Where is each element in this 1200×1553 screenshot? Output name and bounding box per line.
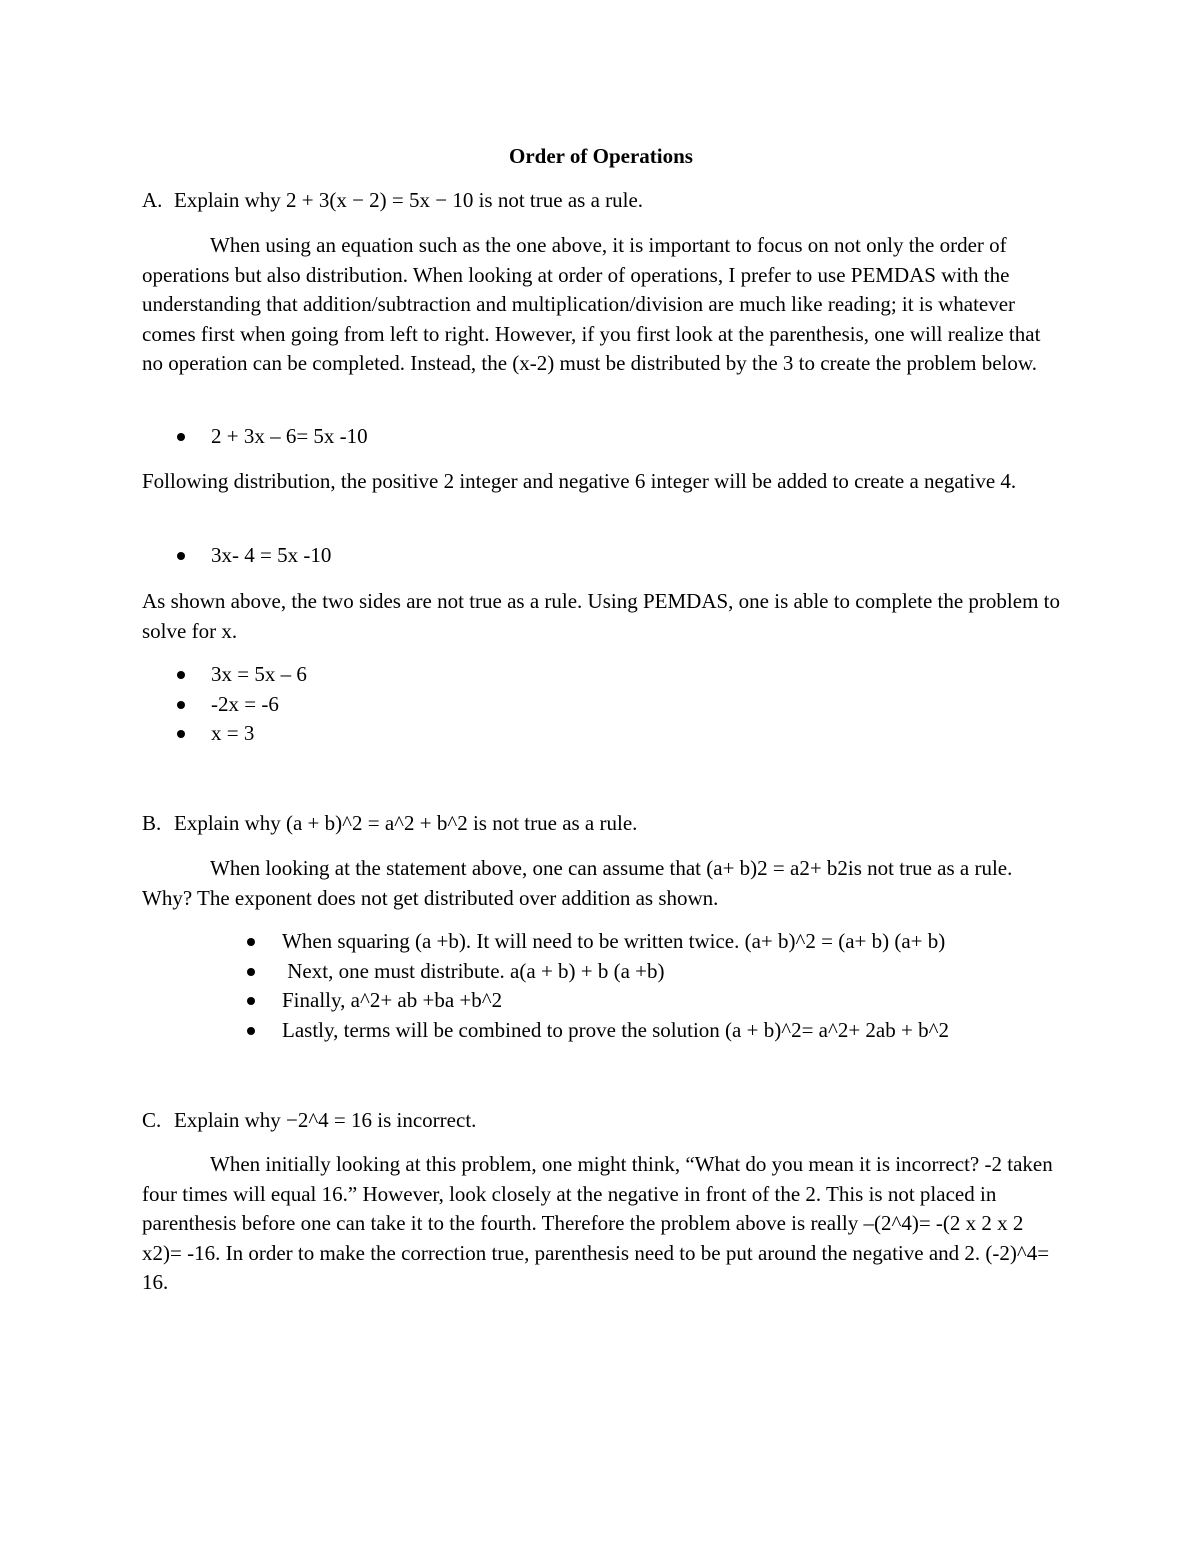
section-b — [142, 809, 1060, 839]
section-a-steps-block — [142, 660, 1060, 749]
list-item: Next, one must distribute. a(a + b) + b (a +b) — [142, 957, 1060, 987]
section-b-paragraph-1: When looking at the statement above, one can assume that (a+ b)2 = a2+ b2is not true as a rule. Why? The exponent does not get distributed over addition as shown. — [142, 856, 1013, 910]
section-b-marker: B. — [142, 811, 162, 835]
section-a-bullet-list-2 — [142, 541, 1060, 571]
bullet-icon — [142, 690, 211, 720]
section-a-paragraph-3-block — [142, 587, 1060, 646]
section-a-paragraph-3: As shown above, the two sides are not true as a rule. Using PEMDAS, one is able to complete the problem to solve for x. — [142, 589, 1060, 643]
section-a-marker: A. — [142, 188, 163, 212]
section-b-body — [142, 854, 1060, 913]
section-c — [142, 1106, 1060, 1136]
section-c-question — [142, 1106, 1060, 1136]
bullet-icon — [142, 1016, 282, 1046]
section-a-steps-list — [142, 660, 1060, 749]
section-a-bullet-list-1 — [142, 422, 1060, 452]
section-b-steps-list — [142, 927, 1060, 1045]
bullet-icon — [142, 927, 282, 957]
section-b-question — [142, 809, 1060, 839]
section-b-steps-block — [142, 927, 1060, 1045]
section-a-bullet-1-block — [142, 422, 1060, 452]
bullet-icon — [142, 541, 211, 571]
section-c-marker: C. — [142, 1108, 162, 1132]
list-item: 3x = 5x – 6 — [142, 660, 1060, 690]
section-c-body — [142, 1150, 1060, 1298]
page-title: Order of Operations — [509, 144, 693, 168]
bullet-icon — [142, 660, 211, 690]
section-a-body — [142, 231, 1060, 379]
document-page — [142, 0, 1060, 1553]
section-a-paragraph-2-block — [142, 467, 1060, 497]
section-a-bullet-2-block — [142, 541, 1060, 571]
bullet-icon — [142, 719, 211, 749]
section-c-paragraph-1: When initially looking at this problem, one might think, “What do you mean it is incorrect? -2 taken four times will equal 16.” However, look closely at the negative in front of the 2. This is not placed in parenthesis before one can take it to the fourth. Therefore the problem above is really –(2^4)= -(2 x 2 x 2 x2)= -16. In order to make the correction true, parenthesis need to be put around the negative and 2. (-2)^4= 16. — [142, 1152, 1053, 1294]
section-a-question-text: Explain why 2 + 3(x − 2) = 5x − 10 is not true as a rule. — [174, 188, 644, 212]
bullet-icon — [142, 957, 282, 987]
list-item: Lastly, terms will be combined to prove the solution (a + b)^2= a^2+ 2ab + b^2 — [142, 1016, 1060, 1046]
list-item: When squaring (a +b). It will need to be written twice. (a+ b)^2 = (a+ b) (a+ b) — [142, 927, 1060, 957]
section-b-question-text: Explain why (a + b)^2 = a^2 + b^2 is not true as a rule. — [174, 811, 638, 835]
section-a-paragraph-1: When using an equation such as the one above, it is important to focus on not only the order of operations but also distribution. When looking at order of operations, I prefer to use PEMDAS with the understanding that addition/subtraction and multiplication/division are much like reading; it is whatever comes first when going from left to right. However, if you first look at the parenthesis, one will realize that no operation can be completed. Instead, the (x-2) must be distributed by the 3 to create the problem below. — [142, 233, 1041, 375]
section-c-question-text: Explain why −2^4 = 16 is incorrect. — [174, 1108, 477, 1132]
list-item: 3x- 4 = 5x -10 — [142, 541, 1060, 571]
list-item: x = 3 — [142, 719, 1060, 749]
list-item: 2 + 3x – 6= 5x -10 — [142, 422, 1060, 452]
list-item: -2x = -6 — [142, 690, 1060, 720]
bullet-icon — [142, 986, 282, 1016]
section-a-question — [142, 186, 1060, 216]
bullet-icon — [142, 422, 211, 452]
section-a — [142, 186, 1060, 216]
section-a-paragraph-2: Following distribution, the positive 2 integer and negative 6 integer will be added to create a negative 4. — [142, 469, 1017, 493]
list-item: Finally, a^2+ ab +ba +b^2 — [142, 986, 1060, 1016]
